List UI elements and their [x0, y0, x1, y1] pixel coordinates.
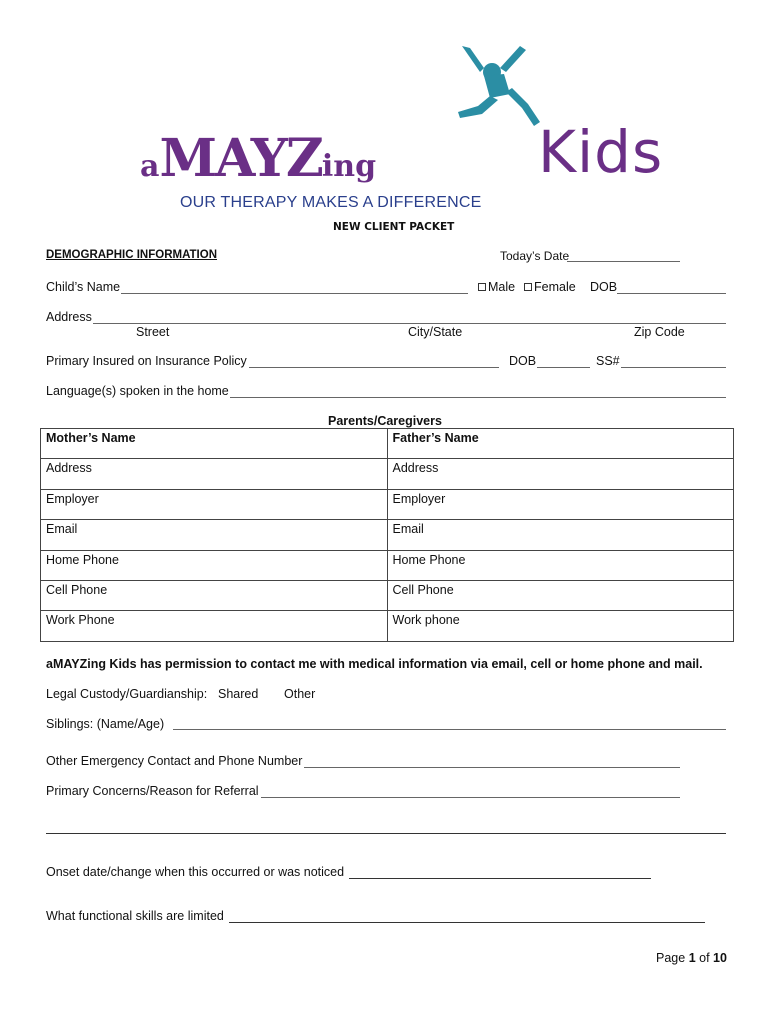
table-row [41, 611, 734, 641]
male-option[interactable] [478, 280, 515, 294]
page-total: 10 [713, 951, 727, 965]
table-row [41, 489, 734, 519]
father-email-cell[interactable]: Email [387, 520, 734, 550]
father-work-phone-cell[interactable]: Work phone [387, 611, 734, 641]
of-word: of [699, 951, 710, 965]
emergency-contact-label: Other Emergency Contact and Phone Number [46, 754, 303, 768]
page-word: Page [656, 951, 686, 965]
onset-field[interactable] [349, 878, 651, 879]
mother-home-phone-cell[interactable]: Home Phone [41, 550, 388, 580]
father-home-phone-cell[interactable]: Home Phone [387, 550, 734, 580]
packet-title: NEW CLIENT PACKET [333, 221, 455, 233]
child-dob-field[interactable] [617, 293, 726, 294]
mother-employer-cell[interactable]: Employer [41, 489, 388, 519]
child-dob-label: DOB [590, 280, 618, 294]
functional-skills-field[interactable] [229, 922, 705, 923]
city-state-caption: City/State [408, 325, 463, 339]
page-current: 1 [688, 951, 696, 965]
concerns-field[interactable] [261, 797, 680, 798]
mother-name-cell[interactable]: Mother’s Name [41, 429, 388, 459]
section-heading: DEMOGRAPHIC INFORMATION [46, 249, 218, 261]
table-row [41, 429, 734, 459]
page-number [656, 951, 727, 965]
logo-kids: Kids [538, 118, 664, 186]
street-caption: Street [136, 325, 170, 339]
parents-table [40, 428, 734, 642]
todays-date-label: Today’s Date [500, 249, 570, 263]
mother-work-phone-cell[interactable]: Work Phone [41, 611, 388, 641]
language-field[interactable] [230, 397, 726, 398]
logo-wordmark [140, 128, 376, 189]
table-row [41, 580, 734, 610]
custody-other-option[interactable]: Other [284, 687, 316, 701]
female-label: Female [534, 280, 576, 294]
father-employer-cell[interactable]: Employer [387, 489, 734, 519]
logo-tagline: OUR THERAPY MAKES A DIFFERENCE [180, 194, 482, 211]
parents-title: Parents/Caregivers [328, 414, 442, 428]
childs-name-label: Child’s Name [46, 280, 121, 294]
concerns-label: Primary Concerns/Reason for Referral [46, 784, 259, 798]
table-row [41, 550, 734, 580]
language-label: Language(s) spoken in the home [46, 384, 229, 398]
zip-code-caption: Zip Code [634, 325, 685, 339]
onset-label: Onset date/change when this occurred or was noticed [46, 865, 345, 879]
male-label: Male [488, 280, 516, 294]
logo-a: a [140, 149, 160, 184]
functional-skills-label: What functional skills are limited [46, 909, 224, 923]
female-checkbox[interactable] [524, 283, 532, 291]
permission-statement: aMAYZing Kids has permission to contact me with medical information via email, cell or home phone and mail. [46, 657, 703, 671]
todays-date-field[interactable] [567, 261, 680, 262]
father-cell-phone-cell[interactable]: Cell Phone [387, 580, 734, 610]
table-row [41, 520, 734, 550]
male-checkbox[interactable] [478, 283, 486, 291]
custody-label: Legal Custody/Guardianship: [46, 687, 208, 701]
mother-email-cell[interactable]: Email [41, 520, 388, 550]
ss-field[interactable] [621, 367, 726, 368]
insured-field[interactable] [249, 367, 499, 368]
childs-name-field[interactable] [121, 293, 468, 294]
ss-label: SS# [596, 354, 620, 368]
siblings-label: Siblings: (Name/Age) [46, 717, 165, 731]
mother-address-cell[interactable]: Address [41, 459, 388, 489]
father-name-cell[interactable]: Father’s Name [387, 429, 734, 459]
logo-mayz: MAYZ [159, 128, 322, 189]
insured-label: Primary Insured on Insurance Policy [46, 354, 247, 368]
emergency-contact-field[interactable] [304, 767, 680, 768]
insured-dob-label: DOB [509, 354, 537, 368]
table-row [41, 459, 734, 489]
insured-dob-field[interactable] [537, 367, 590, 368]
siblings-field[interactable] [173, 729, 726, 730]
father-address-cell[interactable]: Address [387, 459, 734, 489]
address-label: Address [46, 310, 92, 324]
address-field[interactable] [93, 323, 726, 324]
mother-cell-phone-cell[interactable]: Cell Phone [41, 580, 388, 610]
female-option[interactable] [524, 280, 576, 294]
logo-ing: ing [321, 149, 377, 184]
custody-shared-option[interactable]: Shared [218, 687, 259, 701]
concerns-extra-line[interactable] [46, 833, 726, 834]
